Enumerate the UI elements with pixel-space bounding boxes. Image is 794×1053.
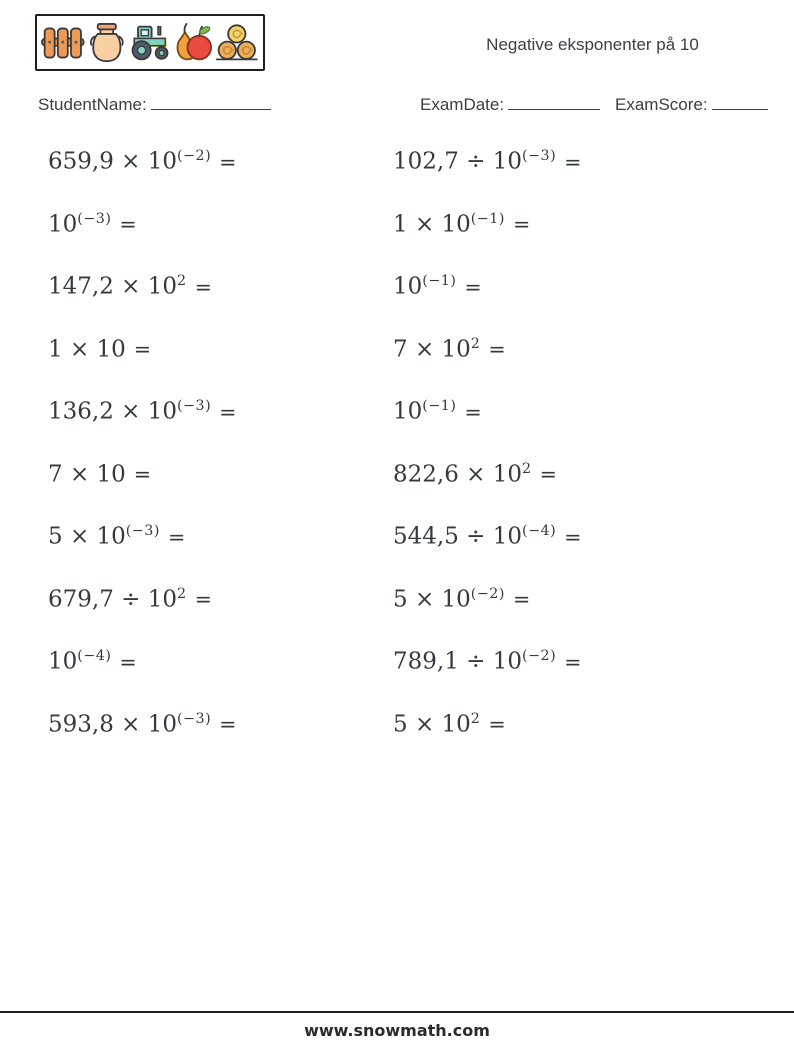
student-name-group — [38, 94, 271, 115]
equals-sign: = — [564, 149, 582, 174]
header-icons-box — [35, 14, 265, 71]
equals-sign: = — [219, 399, 237, 424]
fence-icon — [41, 21, 85, 65]
exam-info-row — [0, 94, 794, 118]
equals-sign: = — [488, 712, 506, 737]
problem-expression: 5 × 10 — [393, 586, 471, 613]
problem-exponent: (−3) — [177, 710, 212, 727]
student-name-label: StudentName: — [38, 95, 147, 114]
exam-date-label: ExamDate: — [420, 95, 505, 114]
problem-exponent: 2 — [522, 460, 532, 477]
problem-expression: 1 × 10 — [393, 211, 471, 238]
problem-expression: 7 × 10 — [48, 461, 126, 488]
student-name-blank — [151, 94, 271, 110]
problem-exponent: (−2) — [470, 585, 505, 602]
website-url: www.snowmath.com — [304, 1021, 490, 1040]
problem-right-2 — [393, 205, 768, 268]
problem-expression: 10 — [393, 273, 423, 300]
exam-date-blank — [508, 94, 600, 110]
problem-right-1 — [393, 142, 768, 205]
problem-left-1 — [48, 142, 393, 205]
problem-right-6 — [393, 455, 768, 518]
problem-exponent: (−3) — [77, 210, 112, 227]
problem-left-9 — [48, 642, 393, 705]
problem-right-8 — [393, 580, 768, 643]
equals-sign: = — [119, 649, 137, 674]
problem-right-10 — [393, 705, 768, 768]
problem-left-3 — [48, 267, 393, 330]
problem-left-5 — [48, 392, 393, 455]
problem-left-10 — [48, 705, 393, 768]
equals-sign: = — [512, 587, 531, 612]
equals-sign: = — [539, 462, 557, 487]
equals-sign: = — [133, 337, 152, 362]
problem-exponent: 2 — [470, 335, 481, 352]
equals-sign: = — [464, 399, 482, 424]
problem-exponent: (−3) — [177, 398, 212, 414]
equals-sign: = — [194, 587, 212, 612]
problem-right-9 — [393, 642, 768, 705]
equals-sign: = — [119, 212, 137, 237]
equals-sign: = — [219, 712, 237, 737]
page-title: Negative eksponenter på 10 — [486, 35, 699, 54]
equals-sign: = — [133, 462, 152, 487]
exam-score-blank — [712, 94, 768, 110]
problem-expression: 593,8 × 10 — [48, 711, 178, 738]
tractor-icon — [128, 21, 172, 65]
problem-exponent: 2 — [177, 585, 187, 602]
problem-left-6 — [48, 455, 393, 518]
problem-left-7 — [48, 517, 393, 580]
problem-expression: 1 × 10 — [48, 336, 126, 363]
problem-left-8 — [48, 580, 393, 643]
problem-expression: 102,7 ÷ 10 — [393, 148, 523, 175]
problem-exponent: (−2) — [177, 148, 212, 164]
problem-right-3 — [393, 267, 768, 330]
equals-sign: = — [194, 274, 212, 299]
problem-expression: 10 — [48, 211, 78, 238]
problem-expression: 5 × 10 — [393, 711, 471, 738]
problem-expression: 659,9 × 10 — [48, 148, 178, 175]
milk-can-icon — [85, 21, 129, 65]
problem-expression: 147,2 × 10 — [48, 273, 178, 300]
equals-sign: = — [488, 337, 506, 362]
problem-expression: 10 — [393, 398, 423, 425]
problem-expression: 136,2 × 10 — [48, 398, 178, 425]
exam-score-group — [615, 94, 768, 115]
problems-grid — [48, 142, 768, 767]
problem-exponent: (−1) — [422, 273, 457, 289]
problem-exponent: (−1) — [422, 398, 457, 414]
footer-divider — [0, 1011, 794, 1013]
problem-expression: 5 × 10 — [48, 523, 126, 550]
problem-exponent: 2 — [177, 273, 187, 289]
problem-expression: 822,6 × 10 — [393, 461, 523, 488]
problem-expression: 10 — [48, 648, 78, 675]
problem-right-4 — [393, 330, 768, 393]
problem-exponent: (−2) — [522, 648, 557, 664]
hay-bales-icon — [215, 21, 259, 65]
problem-expression: 544,5 ÷ 10 — [393, 523, 523, 550]
problem-expression: 679,7 ÷ 10 — [48, 586, 178, 613]
equals-sign: = — [564, 524, 582, 549]
problem-exponent: (−4) — [77, 648, 112, 664]
equals-sign: = — [167, 524, 186, 549]
problem-expression: 789,1 ÷ 10 — [393, 648, 523, 675]
equals-sign: = — [219, 149, 237, 174]
problem-expression: 7 × 10 — [393, 336, 471, 363]
problem-exponent: (−3) — [522, 148, 557, 164]
problem-exponent: (−4) — [522, 523, 557, 539]
equals-sign: = — [564, 649, 582, 674]
problem-right-7 — [393, 517, 768, 580]
problem-exponent: (−1) — [470, 210, 505, 227]
exam-date-group — [420, 94, 600, 115]
exam-score-label: ExamScore: — [615, 95, 708, 114]
problem-exponent: 2 — [470, 710, 481, 727]
problem-right-5 — [393, 392, 768, 455]
problem-left-2 — [48, 205, 393, 268]
problem-left-4 — [48, 330, 393, 393]
pear-apple-icon — [172, 21, 216, 65]
equals-sign: = — [512, 212, 531, 237]
problem-exponent: (−3) — [125, 523, 160, 539]
equals-sign: = — [464, 274, 482, 299]
